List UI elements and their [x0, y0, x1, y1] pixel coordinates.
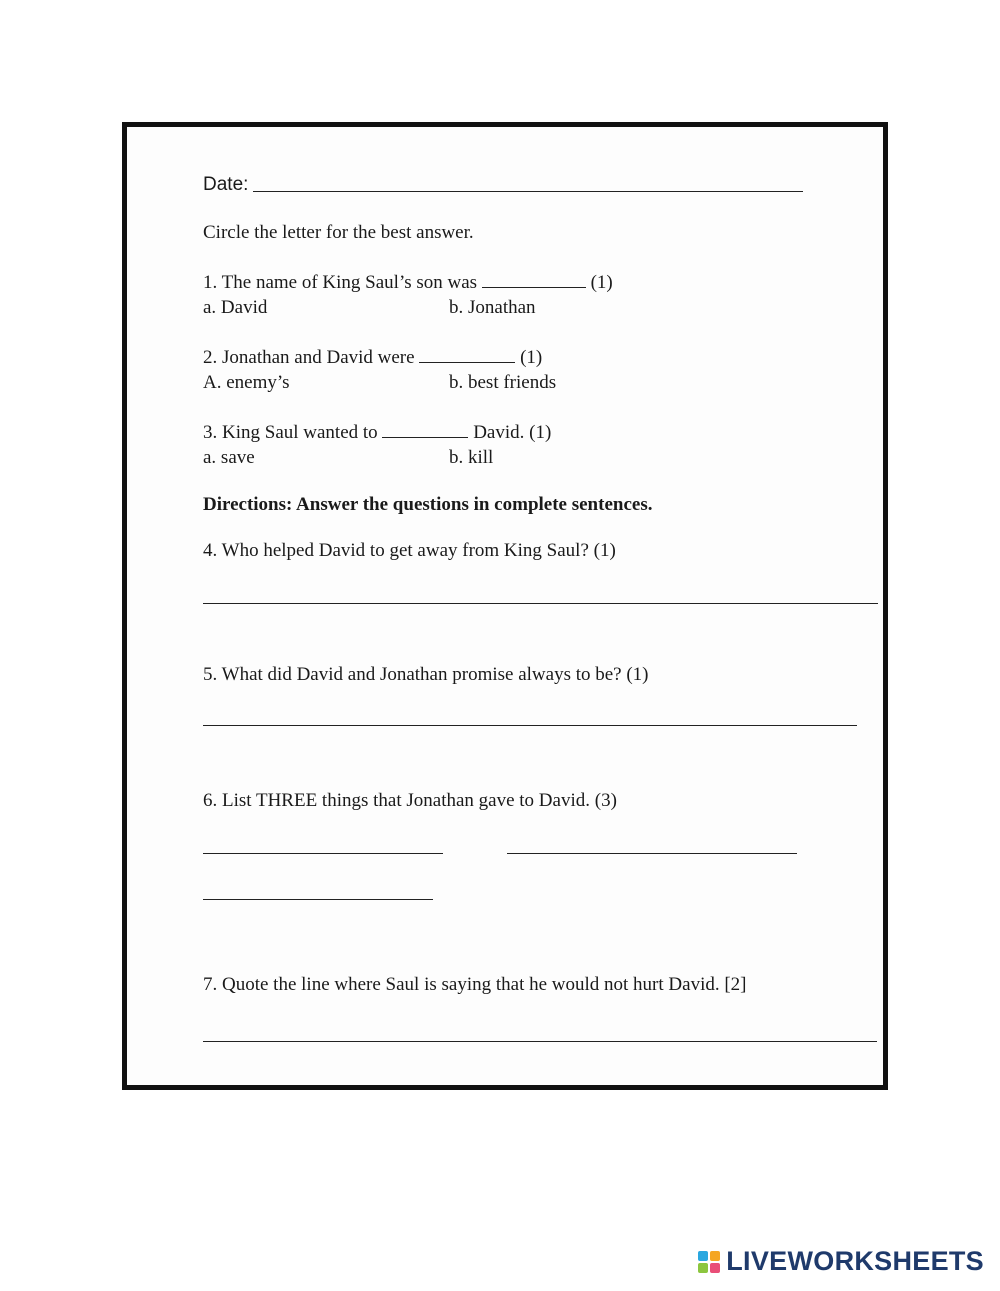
question-1 — [203, 273, 613, 292]
question-2-blank[interactable] — [419, 348, 515, 363]
worksheet-page — [122, 122, 888, 1090]
question-4-answer-line[interactable] — [203, 603, 878, 604]
question-3 — [203, 423, 551, 442]
directions: Directions: Answer the questions in complete sentences. — [203, 494, 653, 515]
question-6-answer-line-2[interactable] — [507, 853, 797, 854]
question-1-text: 1. The name of King Saul’s son was — [203, 272, 478, 293]
question-2-text: 2. Jonathan and David were — [203, 347, 415, 368]
question-3-blank[interactable] — [382, 423, 468, 438]
question-2-option-b[interactable]: b. best friends — [449, 372, 557, 393]
question-5-answer-line[interactable] — [203, 725, 857, 726]
liveworksheets-brand — [698, 1246, 984, 1277]
question-3-option-a[interactable]: a. save — [203, 447, 255, 468]
question-6-answer-line-1[interactable] — [203, 853, 443, 854]
question-2-option-a[interactable]: A. enemy’s — [203, 372, 290, 393]
question-3-text: 3. King Saul wanted to — [203, 422, 378, 443]
question-6-answer-line-3[interactable] — [203, 899, 433, 900]
question-7-answer-line[interactable] — [203, 1041, 877, 1042]
brand-name: LIVEWORKSHEETS — [726, 1246, 984, 1276]
question-1-points: (1) — [590, 272, 613, 293]
question-6: 6. List THREE things that Jonathan gave to David. (3) — [203, 790, 617, 811]
question-7: 7. Quote the line where Saul is saying that he would not hurt David. [2] — [203, 974, 747, 995]
instructions: Circle the letter for the best answer. — [203, 222, 474, 243]
question-5: 5. What did David and Jonathan promise always to be? (1) — [203, 664, 649, 685]
question-1-option-a[interactable]: a. David — [203, 297, 268, 318]
question-3-after: David. (1) — [473, 422, 552, 443]
date-label: Date: — [203, 174, 249, 195]
date-field[interactable] — [253, 191, 803, 192]
liveworksheets-logo-icon — [698, 1251, 720, 1273]
question-4: 4. Who helped David to get away from King Saul? (1) — [203, 540, 616, 561]
question-1-option-b[interactable]: b. Jonathan — [449, 297, 536, 318]
question-2-points: (1) — [520, 347, 543, 368]
question-2 — [203, 348, 542, 367]
question-3-option-b[interactable]: b. kill — [449, 447, 494, 468]
question-1-blank[interactable] — [482, 273, 586, 288]
